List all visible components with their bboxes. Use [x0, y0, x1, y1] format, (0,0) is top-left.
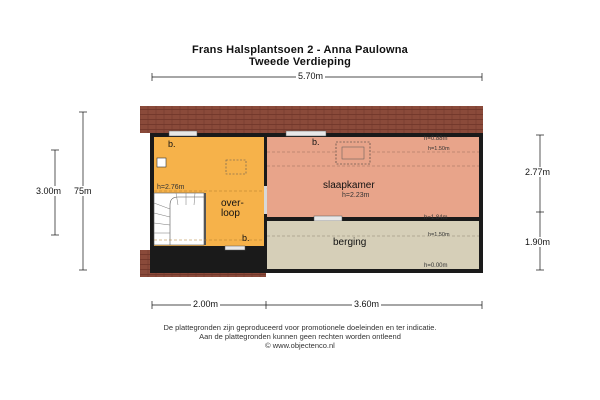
- label-b-top-right: b.: [312, 137, 320, 147]
- dim-left-height: 3.00m: [36, 186, 62, 196]
- label-b-bottom-left: b.: [242, 233, 250, 243]
- dim-top-width: 5.70m: [298, 71, 324, 81]
- storage-h1: h=1.50m: [428, 232, 450, 238]
- disclaimer-line-1: De plattegronden zijn geproduceerd voor promotionele doeleinden en ter indicatie.: [163, 323, 437, 332]
- skylight-bedroom: [336, 142, 370, 164]
- dim-left-height-suffix: 75m: [74, 186, 92, 196]
- bedroom-h1: h=0.88m: [424, 136, 448, 142]
- bedroom-h2: h=1.50m: [428, 146, 450, 152]
- landing-label-1: over-: [221, 198, 244, 209]
- bedroom-label: slaapkamer: [323, 180, 375, 191]
- storage-area: [267, 221, 479, 269]
- dim-bottom-right: 3.60m: [354, 299, 380, 309]
- roof-top: [140, 106, 483, 133]
- disclaimer-line-2: Aan de plattegronden kunnen geen rechten worden ontleend: [199, 332, 401, 341]
- landing-label-2: loop: [221, 208, 240, 219]
- storage-h2: h=0.00m: [424, 263, 448, 269]
- copyright-link[interactable]: © www.objectenco.nl: [265, 341, 335, 350]
- floor-subtitle: Tweede Verdieping: [248, 56, 352, 68]
- plan-title: Frans Halsplantsoen 2 - Anna Paulowna: [191, 44, 409, 56]
- dim-right-lower: 1.90m: [525, 237, 551, 247]
- fixture-icon: [157, 158, 166, 167]
- staircase: [154, 193, 206, 245]
- dim-bottom-left: 2.00m: [193, 299, 219, 309]
- dim-right-upper: 2.77m: [525, 167, 551, 177]
- skylight-landing: [226, 160, 246, 174]
- bedroom-h3: h=1.84m: [424, 215, 448, 221]
- landing-height: h=2.76m: [157, 184, 185, 191]
- bedroom-height: h=2.23m: [342, 192, 370, 199]
- storage-label: berging: [333, 237, 367, 248]
- label-b-top-left: b.: [168, 139, 176, 149]
